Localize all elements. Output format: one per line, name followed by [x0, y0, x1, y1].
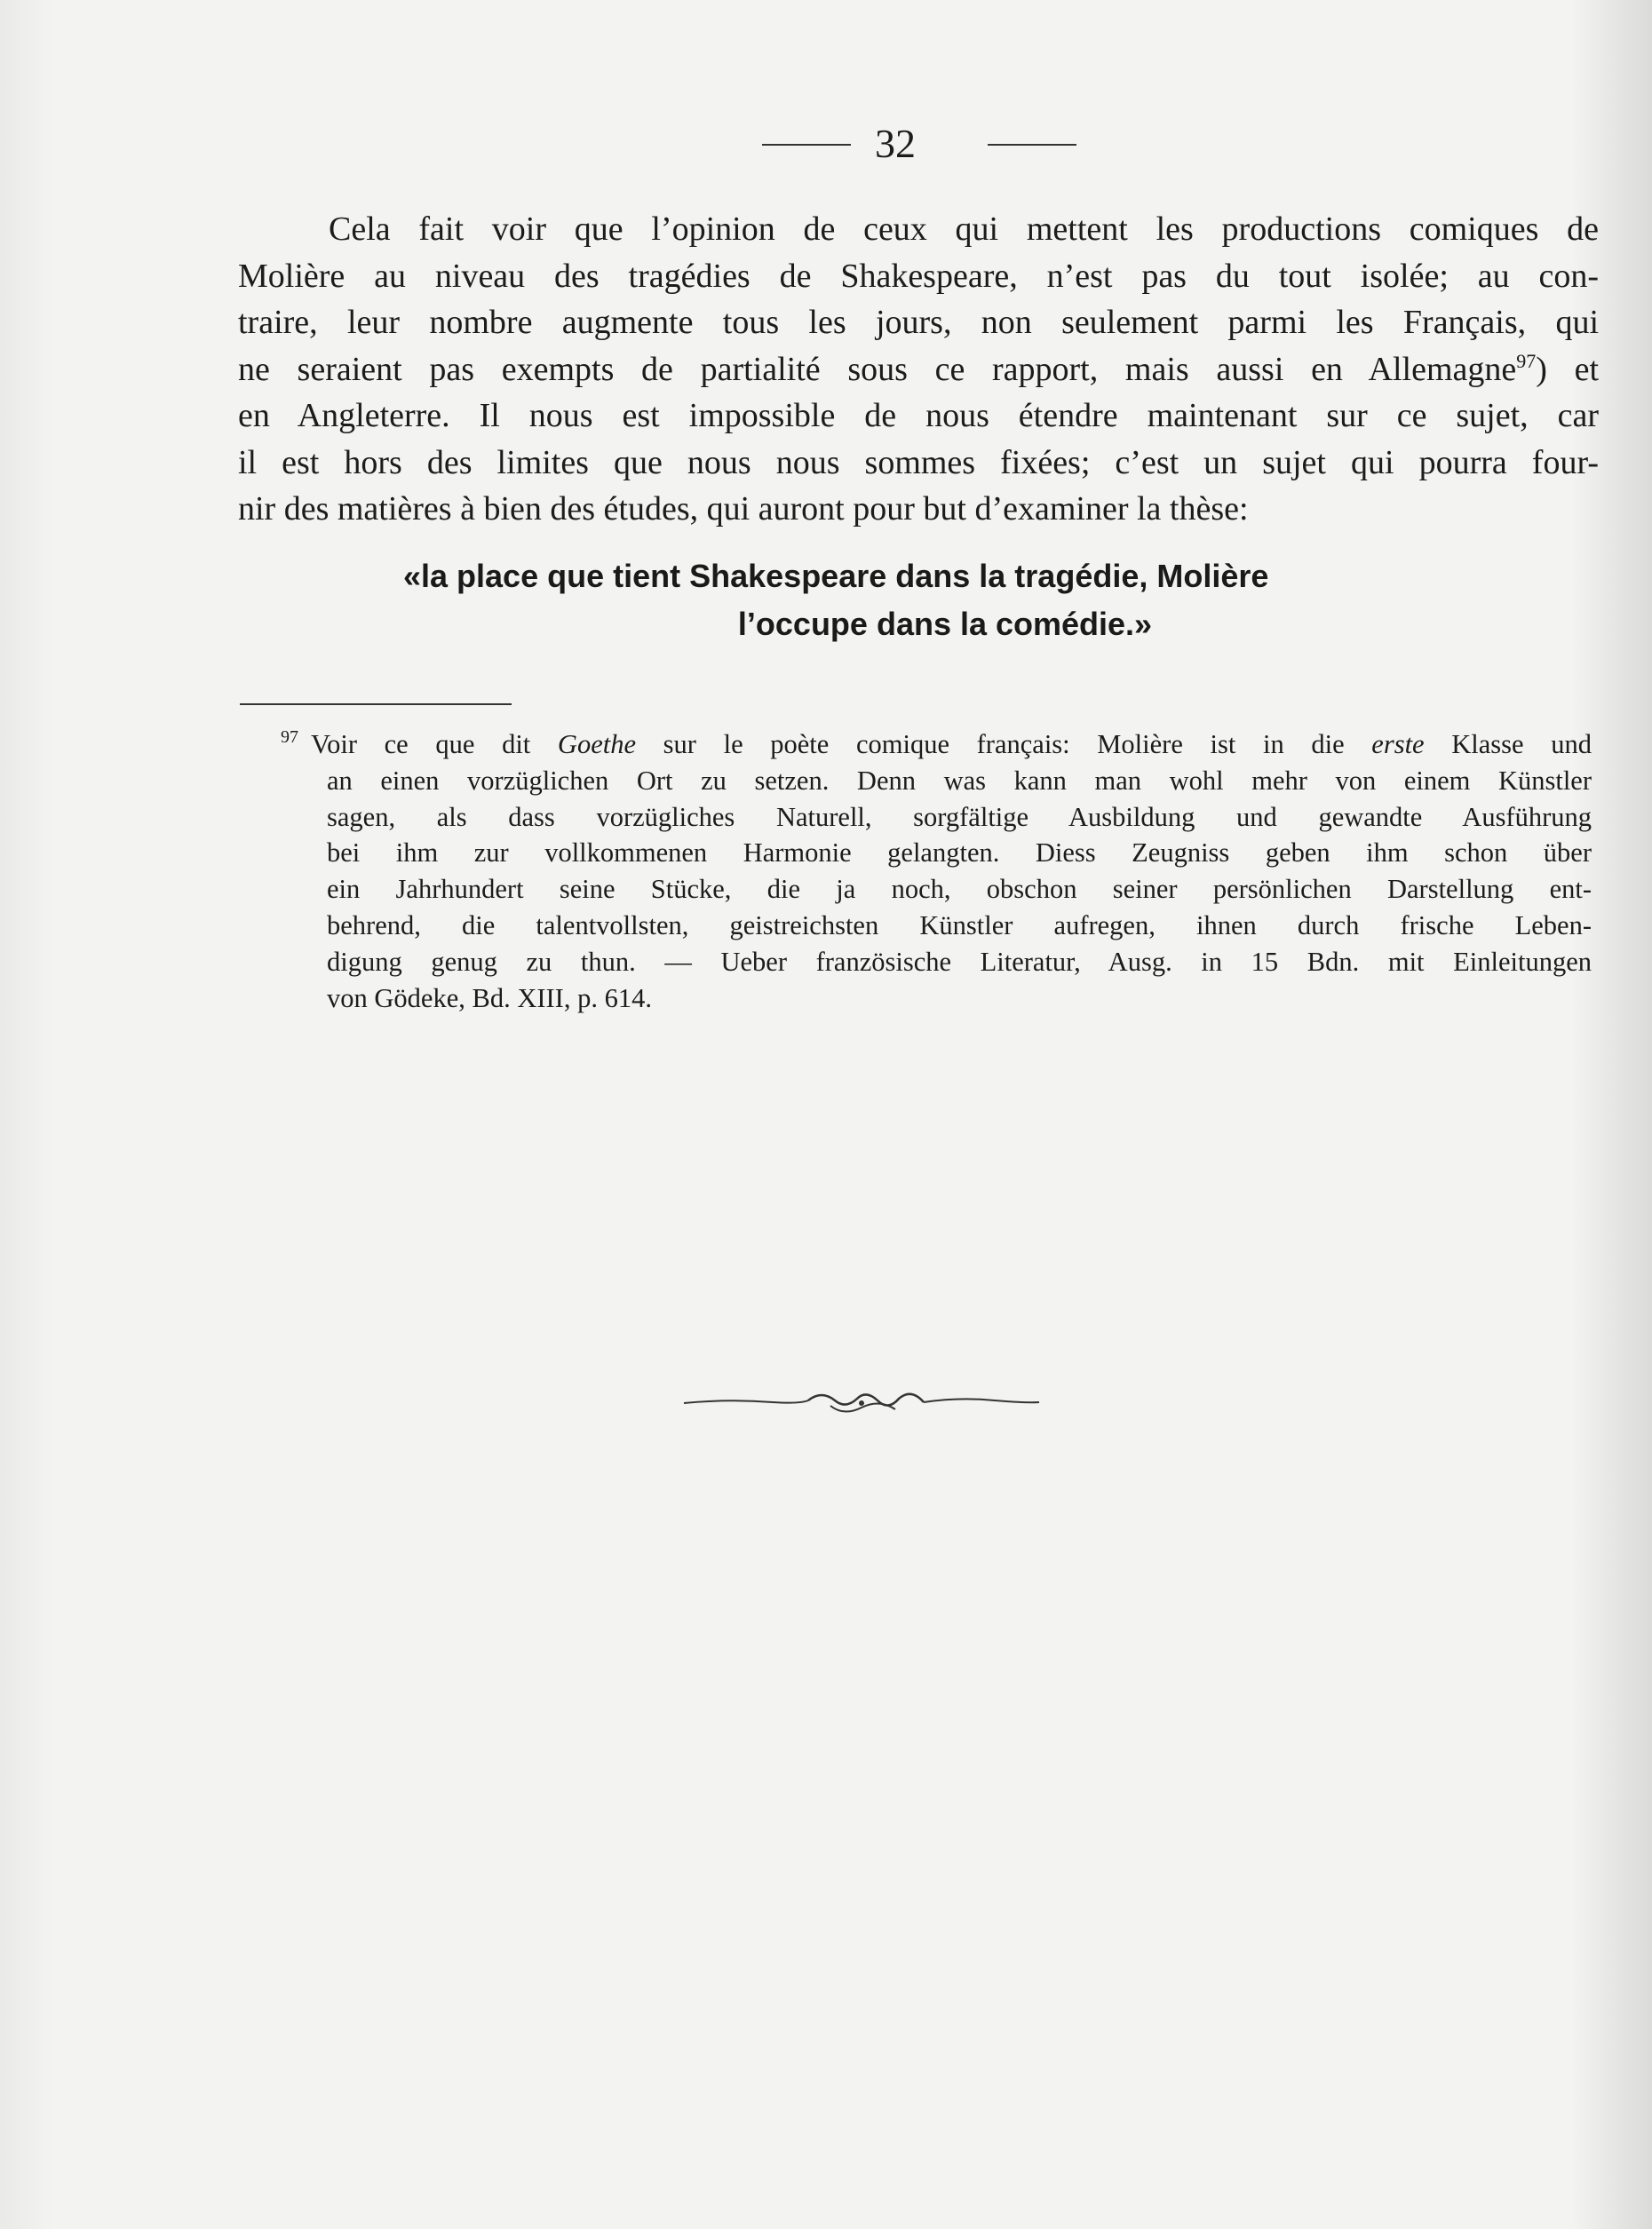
quote-line: «la place que tient Shakespeare dans la tragédie, Molière [403, 558, 1269, 594]
footnote-line: ein Jahrhundert seine Stücke, die ja noch, obschon seiner persönlichen Darstellung ent- [327, 874, 1592, 905]
footnote-separator [240, 703, 512, 705]
page-number: 32 [875, 121, 916, 166]
body-line: Cela fait voir que l’opinion de ceux qui mettent les productions comiques de [329, 210, 1599, 248]
footnote-text: Voir ce que dit [311, 729, 558, 759]
body-line: Molière au niveau des tragédies de Shakespeare, n’est pas du tout isolée; au con- [238, 257, 1599, 295]
footnote-line: digung genug zu thun. — Ueber französische Literatur, Ausg. in 15 Bdn. mit Einleitungen [327, 946, 1592, 977]
header-rule-left [762, 144, 851, 146]
footnote-text: Klasse und [1424, 729, 1592, 759]
closing-ornament [675, 1381, 1048, 1425]
body-line: traire, leur nombre augmente tous les jours, non seulement parmi les Français, qui [238, 304, 1599, 341]
footnote-text: sur le poète comique français: Molière ist in die [636, 729, 1372, 759]
footnote-line: an einen vorzüglichen Ort zu setzen. Denn was kann man wohl mehr von einem Künstler [327, 765, 1592, 796]
body-paragraph [238, 206, 1599, 533]
footnote-line: bei ihm zur vollkommenen Harmonie gelangten. Diess Zeugniss geben ihm schon über [327, 837, 1592, 869]
body-line-text: ne seraient pas exempts de partialité sous ce rapport, mais aussi en Allemagne [238, 350, 1517, 388]
body-line: il est hors des limites que nous nous sommes fixées; c’est un sujet qui pourra four- [238, 443, 1599, 481]
page-header [0, 117, 1652, 171]
bold-quote [238, 552, 1599, 648]
footnote-line: sagen, als dass vorzügliches Naturell, sorgfältige Ausbildung und gewandte Ausführung [327, 801, 1592, 832]
body-line-tail: ) et [1536, 350, 1600, 388]
quote-line: l’occupe dans la comédie.» [737, 606, 1153, 642]
footnote-marker: 97 [281, 727, 298, 747]
body-line [238, 346, 1599, 393]
footnote-97 [281, 726, 1592, 1016]
footnote-author: Goethe [557, 729, 636, 759]
body-line: en Angleterre. Il nous est impossible de nous étendre maintenant sur ce sujet, car [238, 397, 1599, 434]
body-line: nir des matières à bien des études, qui auront pour but d’examiner la thèse: [238, 490, 1249, 528]
footnote-emphasis: erste [1371, 729, 1425, 759]
header-rule-right [988, 144, 1076, 146]
footnote-line: von Gödeke, Bd. XIII, p. 614. [327, 982, 652, 1013]
footnote-reference[interactable]: 97 [1516, 349, 1537, 372]
footnote-line [281, 726, 1592, 763]
footnote-line: behrend, die talentvollsten, geistreichsten Künstler aufregen, ihnen durch frische Leben- [327, 909, 1592, 940]
